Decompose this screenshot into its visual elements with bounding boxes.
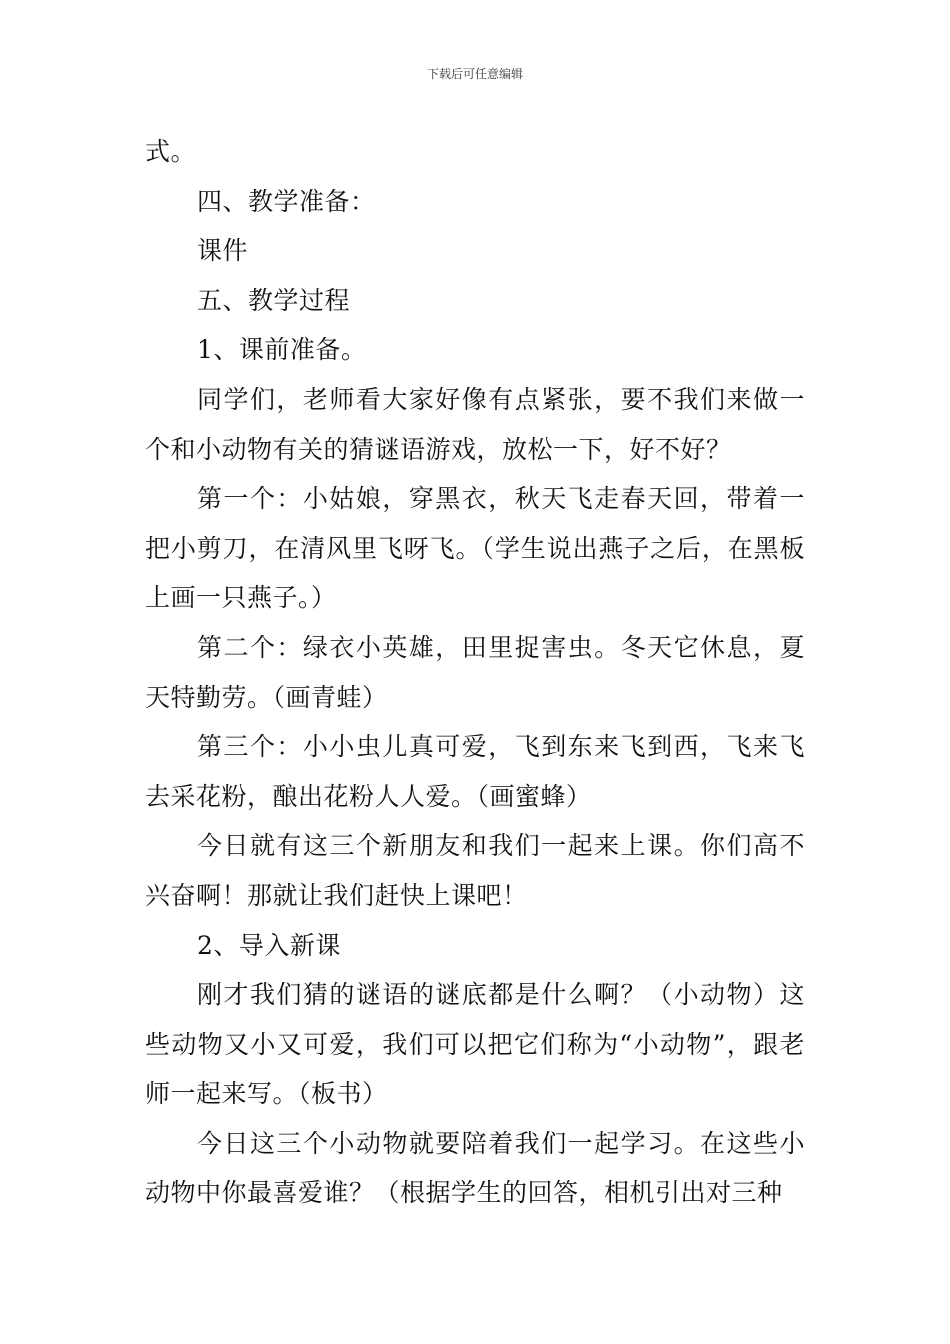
paragraph-riddle-intro: 同学们，老师看大家好像有点紧张，要不我们来做一个和小动物有关的猜谜语游戏，放松一下，好不好？ (145, 384, 805, 464)
heading-teaching-process: 五、教学过程 (197, 285, 351, 315)
paragraph-riddle-1: 第一个：小姑娘，穿黑衣，秋天飞走春天回，带着一把小剪刀，在清风里飞呀飞。（学生说出燕子之后，在黑板上画一只燕子。） (145, 484, 805, 613)
paragraph-riddle-answer: 刚才我们猜的谜语的谜底都是什么啊？（小动物）这些动物又小又可爱，我们可以把它们称为“小动物”，跟老师一起来写。（板书） (145, 980, 805, 1109)
paragraph-courseware: 课件 (197, 236, 249, 266)
heading-pre-class-preparation: 1、课前准备。 (197, 335, 367, 365)
document-body (145, 127, 805, 1218)
page-header: 下载后可任意编辑 (426, 67, 523, 81)
heading-introduce-new-lesson: 2、导入新课 (197, 930, 341, 960)
paragraph-riddle-2: 第二个：绿衣小英雄，田里捉害虫。冬天它休息，夏天特勤劳。（画青蛙） (145, 632, 805, 712)
paragraph-new-friends: 今日就有这三个新朋友和我们一起来上课。你们高不兴奋啊！那就让我们赶快上课吧！ (145, 831, 805, 910)
paragraph-0: 式。 (145, 137, 197, 166)
paragraph-favorite-animal: 今日这三个小动物就要陪着我们一起学习。在这些小动物中你最喜爱谁？（根据学生的回答，相机引出对三种 (145, 1128, 805, 1208)
heading-teaching-preparation: 四、教学准备： (197, 186, 376, 216)
paragraph-riddle-3: 第三个：小小虫儿真可爱，飞到东来飞到西，飞来飞去采花粉，酿出花粉人人爱。（画蜜蜂） (145, 732, 805, 811)
